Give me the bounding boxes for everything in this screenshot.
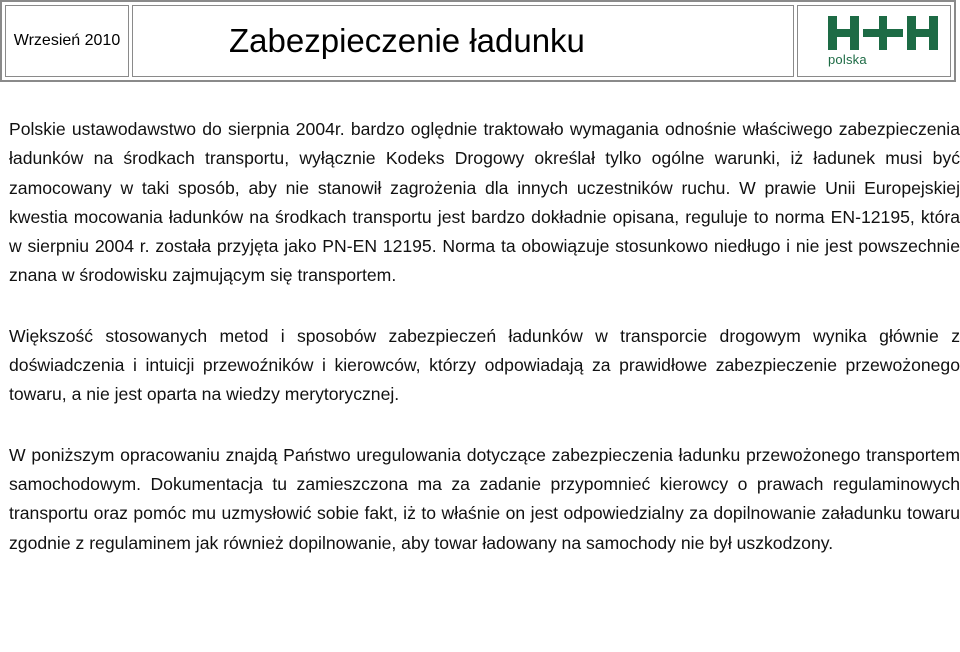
paragraph: Większość stosowanych metod i sposobów zabezpieczeń ładunków w transporcie drogowym wynika głównie z doświadczenia i intuicji przewoźników i kierowców, którzy odpowiadają za prawidłowe zabezpieczenie przewożonego towaru, a nie jest oparta na wiedzy merytorycznej. (9, 325, 960, 405)
title-cell (132, 5, 794, 77)
document-title: Zabezpieczenie ładunku (229, 22, 585, 59)
document-body (9, 115, 960, 589)
paragraph: Polskie ustawodawstwo do sierpnia 2004r. bardzo oględnie traktowało wymagania odnośnie właściwego zabezpieczenia ładunków na środkach transportu, wyłącznie Kodeks Drogowy określał tylko ogólne warunki, iż ładunek musi być zamocowany w taki sposób, aby nie stanowił zagrożenia dla innych uczestników ruchu. W prawie Unii Europejskiej kwestia mocowania ładunków na środkach transportu jest bardzo dokładnie opisana, reguluje to norma EN-12195, która w sierpniu 2004 r. została przyjęta jako PN-EN 12195. Norma ta obowiązuje stosunkowo niedługo i nie jest powszechnie znana w środowisku zajmującym się transportem. (9, 119, 960, 286)
document-header (0, 0, 956, 82)
hh-logo-icon (828, 16, 938, 50)
logo-subtitle: polska (828, 51, 867, 67)
paragraph: W poniższym opracowaniu znajdą Państwo uregulowania dotyczące zabezpieczenia ładunku przewożonego transportem samochodowym. Dokumentacja tu zamieszczona ma za zadanie przypomnieć kierowcy o prawach regulaminowych transportu oraz pomóc mu uzmysłowić sobie fakt, iż to właśnie on jest odpowiedzialny za dopilnowanie załadunku towaru zgodnie z regulaminem jak również dopilnowanie, aby towar ładowany na samochody nie był uszkodzony. (9, 444, 960, 553)
document-date: Wrzesień 2010 (13, 32, 121, 49)
hh-logo (797, 5, 951, 77)
date-cell (5, 5, 129, 77)
